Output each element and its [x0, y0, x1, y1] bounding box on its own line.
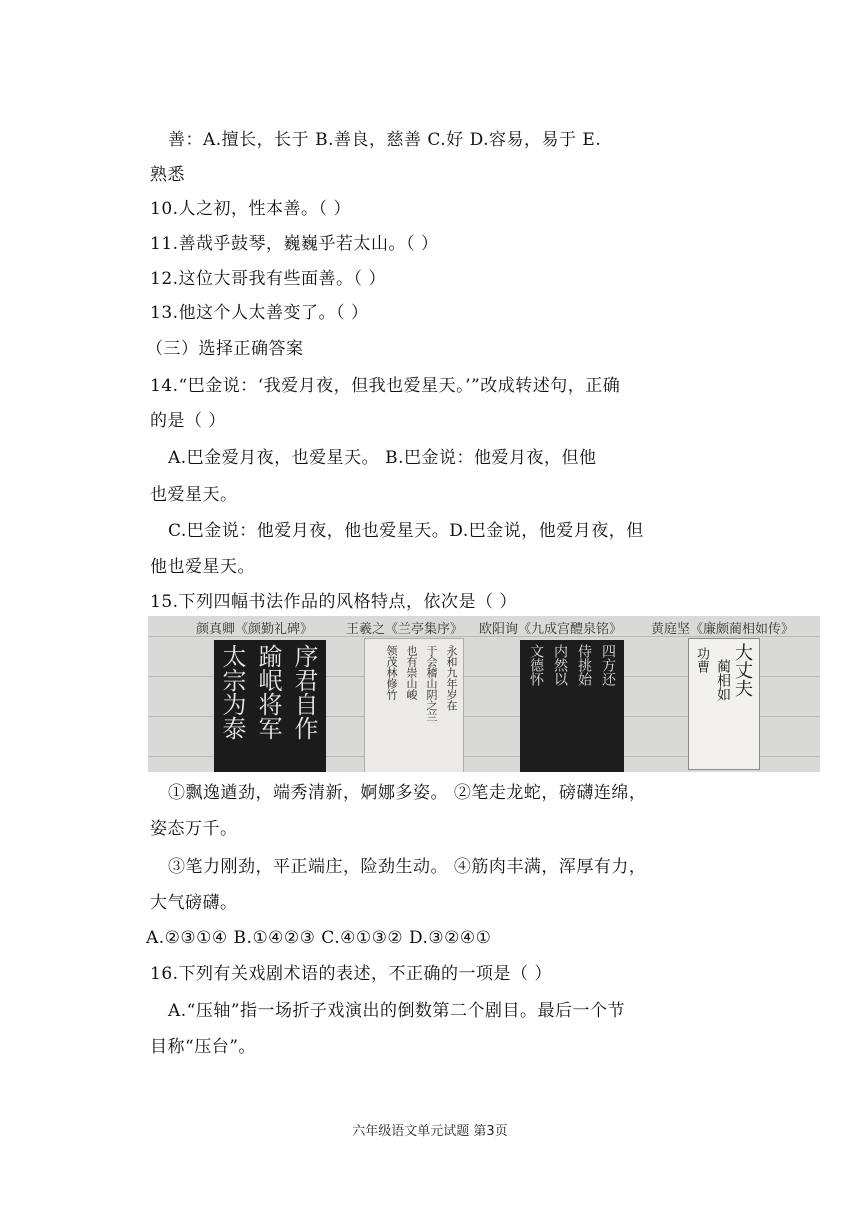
question-13: 13.他这个人太善变了。（ ）: [150, 303, 369, 323]
question-15: 15.下列四幅书法作品的风格特点，依次是（ ）: [150, 592, 517, 612]
caption-wang: 王羲之《兰亭集序》: [346, 622, 464, 637]
caption-huang: 黄庭坚《廉颇蔺相如传》: [651, 622, 795, 637]
style-option-line: ①飘逸遒劲，端秀清新，婀娜多姿。 ②笔走龙蛇，磅礴连绵，: [168, 783, 647, 803]
text-line: 熟悉: [150, 165, 185, 185]
caption-yan: 颜真卿《颜勤礼碑》: [196, 622, 314, 637]
question-14: 14.“巴金说：‘我爱月夜，但我也爱星天。’”改成转述句，正确: [150, 376, 621, 396]
question-10: 10.人之初，性本善。（ ）: [150, 199, 351, 219]
calligraphy-panel-huang: 大丈夫 蔺相如 功曹: [688, 638, 760, 770]
option-line: C.巴金说：他爱月夜，他也爱星天。D.巴金说，他爱月夜，但: [168, 521, 644, 541]
calligraphy-panel-wang: 永和九年岁在 于会稽山阴之兰 也有崇山峻 领茂林修竹: [364, 638, 464, 772]
question-12: 12.这位大哥我有些面善。（ ）: [150, 269, 386, 289]
answer-options: A.②③①④ B.①④②③ C.④①③② D.③②④①: [146, 928, 492, 948]
option-line: A.“压轴”指一场折子戏演出的倒数第二个剧目。最后一个节: [168, 1001, 626, 1021]
text-line: 的是（ ）: [150, 411, 226, 431]
text-line: 善：A.擅长，长于 B.善良，慈善 C.好 D.容易，易于 E.: [168, 130, 602, 150]
text-line: 也爱星天。: [150, 485, 238, 505]
question-16: 16.下列有关戏剧术语的表述，不正确的一项是（ ）: [150, 964, 552, 984]
section-heading: （三）选择正确答案: [146, 339, 304, 359]
option-line: A.巴金爱月夜，也爱星天。 B.巴金说：他爱月夜，但他: [168, 448, 597, 468]
calligraphy-panel-ouyang: 四方还 侍挑始 内然以 文德怀: [520, 640, 624, 772]
page-footer: 六年级语文单元试题 第3页: [352, 1124, 508, 1139]
calligraphy-figure: [148, 616, 820, 772]
text-line: 他也爱星天。: [150, 557, 255, 577]
text-line: 目称“压台”。: [150, 1037, 256, 1057]
calligraphy-panel-yan: 序君自作 踰岷将军 太宗为泰: [214, 640, 326, 772]
question-11: 11.善哉乎鼓琴，巍巍乎若太山。（ ）: [150, 234, 439, 254]
caption-ouyang: 欧阳询《九成宫醴泉铭》: [479, 622, 623, 637]
text-line: 大气磅礴。: [150, 893, 238, 913]
text-line: 姿态万千。: [150, 819, 238, 839]
style-option-line: ③笔力刚劲，平正端庄，险劲生动。 ④筋肉丰满，浑厚有力，: [168, 857, 647, 877]
